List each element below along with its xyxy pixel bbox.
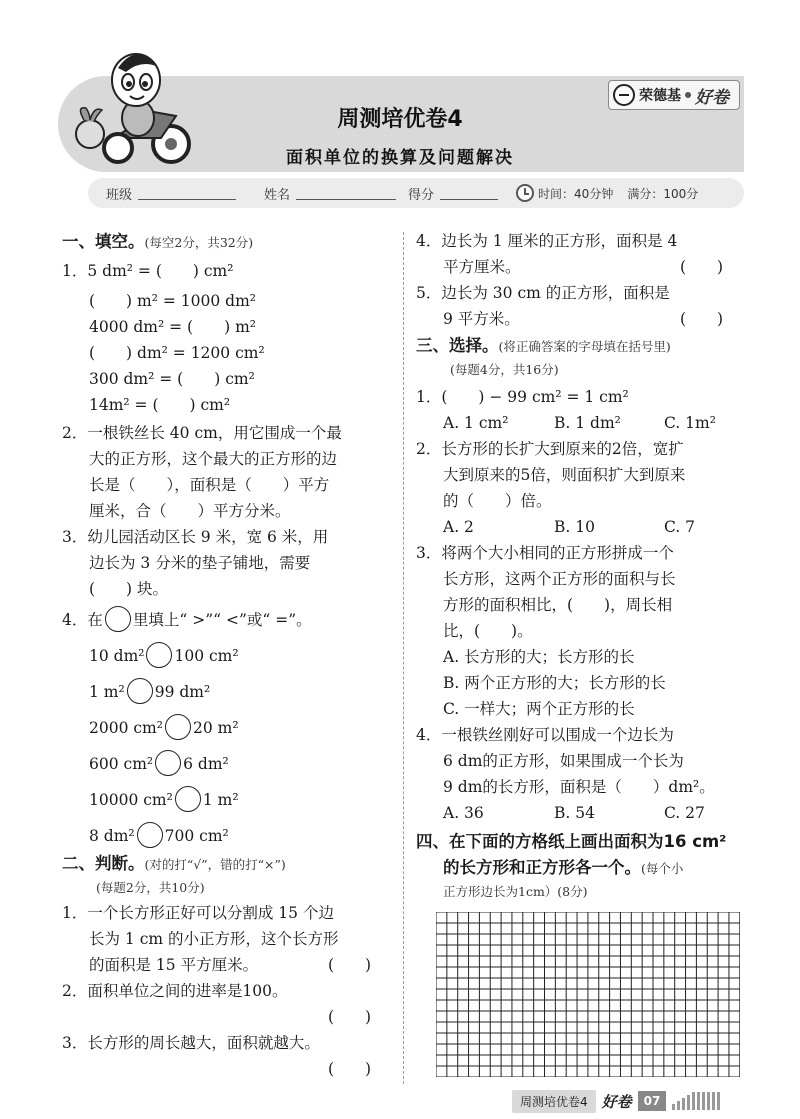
compare-left: 2000 cm²	[89, 719, 163, 737]
compare-right: 1 m²	[202, 791, 239, 809]
choice-q4-option-c[interactable]: C. 27	[664, 804, 705, 822]
compare-left: 1 m²	[89, 683, 125, 701]
info-bar	[88, 178, 744, 208]
compare-row	[89, 642, 239, 668]
brand-mark: 好卷	[695, 87, 729, 108]
choice-q3-option-b[interactable]: B. 两个正方形的大；长方形的长	[443, 674, 666, 692]
choice-q1-option-c[interactable]: C. 1m²	[664, 414, 716, 432]
section-1-heading: 一、填空。	[62, 232, 145, 251]
compare-left: 10000 cm²	[89, 791, 173, 809]
q2-line-2: 大的正方形，这个最大的正方形的边	[89, 450, 338, 468]
q1-line-6: 14m² = ( ) cm²	[89, 396, 231, 414]
section-3-heading: 三、选择。	[416, 336, 499, 355]
compare-circle[interactable]	[137, 822, 163, 848]
section-2-heading: 二、判断。	[62, 854, 145, 873]
fill-q4-line-2: 平方厘米。	[443, 258, 521, 276]
choice-q3-line-3: 方形的面积相比，( )，周长相	[443, 596, 673, 614]
compare-circle[interactable]	[146, 642, 172, 668]
name-field[interactable]	[296, 186, 396, 200]
compare-circle[interactable]	[165, 714, 191, 740]
compare-left: 8 dm²	[89, 827, 135, 845]
q3-line-2: 边长为 3 分米的垫子铺地，需要	[89, 554, 311, 572]
compare-circle[interactable]	[127, 678, 153, 704]
page-title: 周测培优卷4	[337, 107, 463, 132]
choice-q3-option-a[interactable]: A. 长方形的大；长方形的长	[443, 648, 635, 666]
compare-right: 700 cm²	[164, 827, 229, 845]
q1-line-1: 1．5 dm² = ( ) cm²	[62, 262, 234, 280]
score-label: 得分	[408, 187, 435, 203]
compare-right: 100 cm²	[174, 647, 239, 665]
choice-q3-line-4: 比，( )。	[443, 622, 533, 640]
section-4-note-2: 正方形边长为1cm）(8分)	[443, 884, 588, 899]
compare-row	[89, 714, 239, 740]
compare-circle	[105, 606, 131, 632]
choice-q3-line-1: 3．将两个大小相同的正方形拼成一个	[416, 544, 674, 562]
footer-mark: 好卷	[601, 1092, 632, 1111]
q3-line-3: ( ) 块。	[89, 580, 169, 598]
q2-line-4: 厘米，合（ ）平方分米。	[89, 502, 291, 520]
compare-right: 99 dm²	[154, 683, 211, 701]
choice-q2-line-3: 的（ ）倍。	[443, 492, 552, 510]
fill-q4-line-1: 4．边长为 1 厘米的正方形，面积是 4	[416, 232, 678, 250]
answer-paren[interactable]: ( )	[328, 1008, 372, 1026]
clock-icon	[516, 184, 534, 202]
choice-q2-line-1: 2．长方形的长扩大到原来的2倍，宽扩	[416, 440, 684, 458]
brand-dot	[685, 92, 691, 98]
score-field[interactable]	[440, 186, 498, 200]
answer-paren[interactable]: ( )	[680, 310, 724, 328]
choice-q2-option-c[interactable]: C. 7	[664, 518, 696, 536]
judge-q3: 3．长方形的周长越大，面积就越大。	[62, 1034, 320, 1052]
choice-q4-line-3: 9 dm的长方形，面积是（ ）dm²。	[443, 778, 715, 796]
q1-line-4: ( ) dm² = 1200 cm²	[89, 344, 265, 362]
mascot-illustration	[66, 46, 196, 176]
compare-circle[interactable]	[175, 786, 201, 812]
time-limit: 时间：40分钟	[538, 186, 614, 201]
choice-q4-option-a[interactable]: A. 36	[443, 804, 484, 822]
fill-q5-line-2: 9 平方米。	[443, 310, 520, 328]
compare-circle[interactable]	[155, 750, 181, 776]
section-2-note-2: (每题2分，共10分)	[96, 880, 205, 895]
answer-paren[interactable]: ( )	[680, 258, 724, 276]
compare-right: 6 dm²	[183, 755, 229, 773]
page-subtitle: 面积单位的换算及问题解决	[286, 148, 514, 168]
judge-q1-line-3: 的面积是 15 平方厘米。	[89, 956, 259, 974]
section-3-note: (将正确答案的字母填在括号里)	[498, 339, 671, 354]
section-1-note: (每空2分，共32分)	[144, 235, 254, 250]
choice-q1-option-b[interactable]: B. 1 dm²	[554, 414, 621, 432]
footer-bars	[672, 1092, 720, 1110]
name-label: 姓名	[264, 187, 291, 203]
compare-row	[89, 786, 239, 812]
q3-line-1: 3．幼儿园活动区长 9 米，宽 6 米，用	[62, 528, 329, 546]
page-number: 07	[638, 1091, 667, 1111]
section-4-heading-2: 的长方形和正方形各一个。	[443, 858, 641, 877]
class-label: 班级	[106, 187, 133, 203]
compare-left: 600 cm²	[89, 755, 154, 773]
answer-paren[interactable]: ( )	[328, 1060, 372, 1078]
compare-row	[89, 750, 229, 776]
choice-q4-option-b[interactable]: B. 54	[554, 804, 595, 822]
judge-q2: 2．面积单位之间的进率是100。	[62, 982, 288, 1000]
q1-line-3: 4000 dm² = ( ) m²	[89, 318, 256, 336]
q4-text-a: 4．在	[62, 611, 103, 629]
q2-line-3: 长是（ ），面积是（ ）平方	[89, 476, 330, 494]
compare-left: 10 dm²	[89, 647, 145, 665]
compare-row	[89, 822, 229, 848]
brand-name: 荣德基	[639, 88, 681, 104]
choice-q3-line-2: 长方形，这两个正方形的面积与长	[443, 570, 676, 588]
section-2-note: (对的打“√”，错的打“×”)	[144, 857, 286, 872]
choice-q2-line-2: 大到原来的5倍，则面积扩大到原来	[443, 466, 686, 484]
q2-line-1: 2．一根铁丝长 40 cm，用它围成一个最	[62, 424, 342, 442]
fill-q5-line-1: 5．边长为 30 cm 的正方形，面积是	[416, 284, 670, 302]
q4-text-b: 里填上“ >”“ <”或“ =”。	[132, 611, 312, 629]
drawing-grid[interactable]	[436, 912, 740, 1077]
choice-q1-option-a[interactable]: A. 1 cm²	[443, 414, 509, 432]
compare-row	[89, 678, 210, 704]
choice-q4-line-1: 4．一根铁丝刚好可以围成一个边长为	[416, 726, 674, 744]
section-4-heading-1: 四、在下面的方格纸上画出面积为16 cm²	[416, 832, 727, 851]
choice-q2-option-a[interactable]: A. 2	[443, 518, 474, 536]
answer-paren[interactable]: ( )	[328, 956, 372, 974]
choice-q3-option-c[interactable]: C. 一样大；两个正方形的长	[443, 700, 635, 718]
footer-tag: 周测培优卷4	[512, 1090, 596, 1113]
section-4-note: (每个小	[641, 861, 684, 876]
column-divider	[403, 232, 404, 1084]
section-3-note-2: (每题4分，共16分)	[450, 362, 559, 377]
choice-q1: 1．( ) − 99 cm² = 1 cm²	[416, 388, 629, 406]
footer	[512, 1090, 720, 1112]
class-field[interactable]	[138, 186, 236, 200]
compare-right: 20 m²	[192, 719, 239, 737]
brand-face-icon	[613, 84, 635, 106]
judge-q1-line-1: 1．一个长方形正好可以分割成 15 个边	[62, 904, 334, 922]
brand-logo	[608, 80, 740, 110]
q4-instruction	[62, 606, 312, 632]
q1-line-2: ( ) m² = 1000 dm²	[89, 292, 256, 310]
choice-q4-line-2: 6 dm的正方形，如果围成一个长为	[443, 752, 684, 770]
q1-line-5: 300 dm² = ( ) cm²	[89, 370, 255, 388]
full-score: 满分：100分	[627, 186, 699, 201]
judge-q1-line-2: 长为 1 cm 的小正方形，这个长方形	[89, 930, 339, 948]
choice-q2-option-b[interactable]: B. 10	[554, 518, 595, 536]
